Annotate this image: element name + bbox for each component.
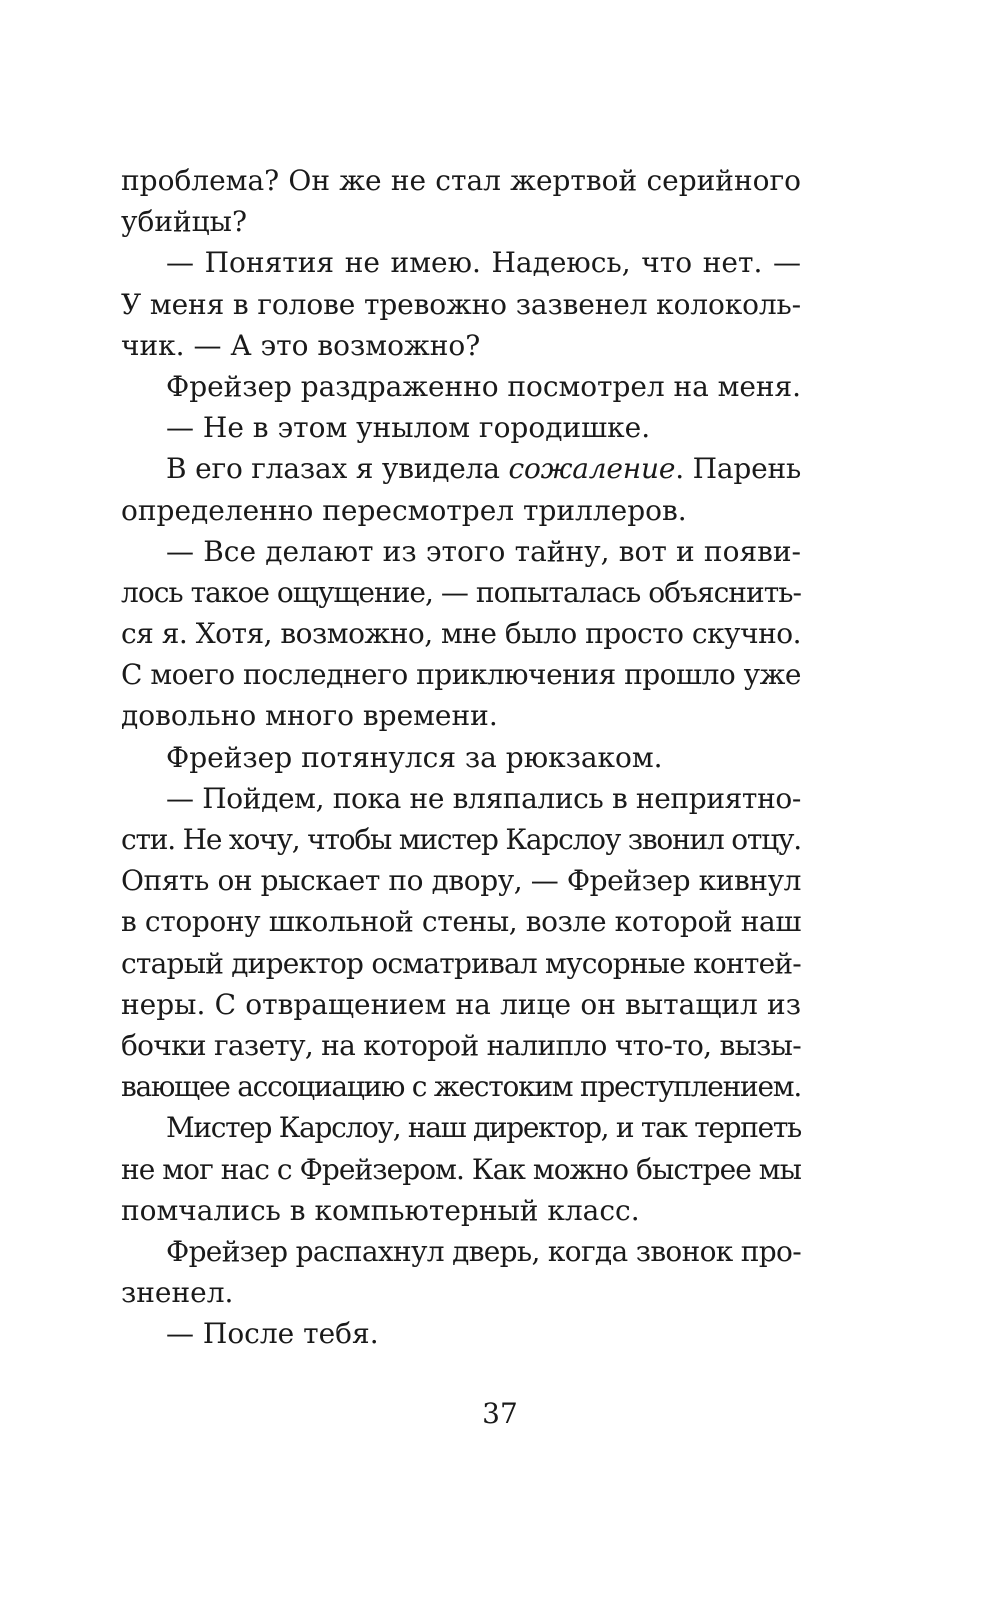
text-line: Опять он рыскает по двору, — Фрейзер кивнул [121,864,802,898]
text-line: неры. С отвращением на лице он вытащил из [121,987,801,1021]
text-line-with-emphasis [121,448,801,489]
text-line: ся я. Хотя, возможно, мне было просто скучно. [121,617,801,651]
text-line: убийцы? [121,205,247,239]
text-segment: . Парень [675,452,802,486]
text-line: в сторону школьной стены, возле которой наш [121,905,802,939]
text-line: старый директор осматривал мусорные контей- [121,946,801,980]
text-line: — После тебя. [166,1317,379,1351]
text-line: — Понятия не имею. Надеюсь, что нет. — [166,246,801,280]
text-line: бочки газету, на которой налипло что-то, вызы- [121,1028,801,1062]
text-line: вающее ассоциацию с жестоким преступлением. [121,1070,801,1104]
text-line: Мистер Карслоу, наш директор, и так терпеть [166,1111,801,1145]
text-line: довольно много времени. [121,699,498,733]
text-line: лось такое ощущение, — попыталась объяснить- [121,575,801,609]
text-line: определенно пересмотрел триллеров. [121,493,687,527]
text-line: У меня в голове тревожно зазвенел колоколь- [121,287,802,321]
text-line: помчались в компьютерный класс. [121,1193,640,1227]
text-line: — Все делают из этого тайну, вот и появи- [166,534,801,568]
text-line: сти. Не хочу, чтобы мистер Карслоу звонил отцу. [121,823,801,856]
text-line: Фрейзер потянулся за рюкзаком. [166,740,663,774]
text-line: зненел. [121,1276,234,1310]
text-line: проблема? Он же не стал жертвой серийного [121,164,801,197]
text-line: чик. — А это возможно? [121,328,481,362]
text-line: Фрейзер раздраженно посмотрел на меня. [166,369,802,403]
text-segment: В его глазах я увидела [166,452,509,486]
page-number: 37 [482,1397,518,1430]
body-text [121,160,801,1354]
text-line: С моего последнего приключения прошло уже [121,658,801,692]
text-line: — Не в этом унылом городишке. [166,411,651,445]
text-line: — Пойдем, пока не вляпались в неприятно- [166,781,801,815]
text-line: не мог нас с Фрейзером. Как можно быстрее мы [121,1152,801,1186]
text-line: Фрейзер распахнул дверь, когда звонок про- [166,1234,801,1268]
emphasized-word: сожаление [508,452,676,486]
